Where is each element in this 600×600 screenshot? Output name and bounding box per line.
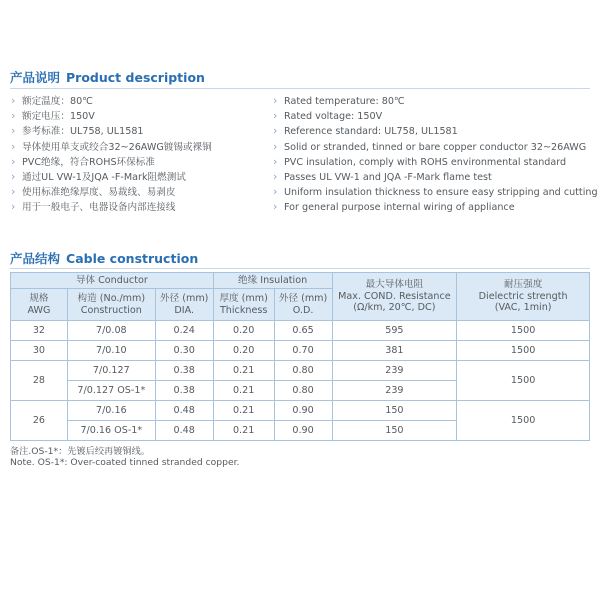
list-item: › PVC insulation, comply with ROHS environmental standard: [272, 155, 590, 170]
description-list-en: [272, 94, 598, 216]
thickness-cell: 0.20: [213, 321, 274, 341]
dia-cell: 0.48: [155, 401, 213, 421]
table-row: [11, 321, 590, 341]
table-row: [11, 401, 590, 421]
header-en: Construction: [80, 304, 142, 316]
header-en: O.D.: [292, 304, 314, 316]
awg-cell: 32: [11, 321, 68, 341]
section-divider: [10, 268, 590, 269]
awg-cell: 26: [11, 401, 68, 441]
cable-construction-title: [10, 249, 198, 267]
dielectric-cell: 1500: [457, 321, 590, 341]
od-cell: 0.90: [274, 421, 332, 441]
list-item: › 用于一般电子、电器设备内部连接线: [10, 200, 272, 215]
thickness-cell: 0.21: [213, 381, 274, 401]
resistance-cell: 381: [332, 341, 457, 361]
od-cell: 0.65: [274, 321, 332, 341]
dia-header: [155, 289, 213, 321]
od-cell: 0.70: [274, 341, 332, 361]
awg-cell: 30: [11, 341, 68, 361]
list-item: › 额定电压：150V: [10, 109, 272, 124]
dielectric-header: [457, 273, 590, 321]
construction-header: [67, 289, 155, 321]
header-en: DIA.: [174, 304, 195, 316]
resistance-cell: 150: [332, 401, 457, 421]
construction-cell: 7/0.08: [67, 321, 155, 341]
resistance-cell: 239: [332, 381, 457, 401]
header-cn: 耐压强度: [503, 279, 543, 291]
conductor-group-header: 导体 Conductor: [11, 273, 214, 289]
note-en: Note. OS-1*: Over-coated tinned stranded copper.: [10, 457, 240, 468]
awg-header: [11, 289, 68, 321]
list-item: › Solid or stranded, tinned or bare copper conductor 32~26AWG: [272, 140, 590, 155]
od-cell: 0.90: [274, 401, 332, 421]
list-item: › Passes UL VW-1 and JQA -F-Mark flame test: [272, 170, 590, 185]
list-item: › Rated voltage: 150V: [272, 109, 590, 124]
title-cn: 产品说明: [10, 70, 61, 85]
header-cn: 厚度 (mm): [219, 293, 268, 304]
construction-cell: 7/0.10: [67, 341, 155, 361]
header-unit: (Ω/km, 20℃, DC): [353, 302, 436, 314]
thickness-cell: 0.21: [213, 421, 274, 441]
header-en: Thickness: [219, 304, 268, 316]
description-list-cn: [10, 94, 272, 216]
header-en: Dielectric strength: [478, 290, 568, 302]
list-item: › Reference standard: UL758, UL1581: [272, 124, 590, 139]
list-item: › Uniform insulation thickness to ensure easy stripping and cutting: [272, 185, 590, 200]
list-item: › Rated temperature: 80℃: [272, 94, 590, 109]
awg-cell: 28: [11, 361, 68, 401]
construction-cell: 7/0.16 OS-1*: [67, 421, 155, 441]
product-description-title: [10, 68, 205, 86]
construction-cell: 7/0.16: [67, 401, 155, 421]
title-cn: 产品结构: [10, 251, 61, 266]
title-en: Product description: [66, 70, 205, 85]
dia-cell: 0.38: [155, 381, 213, 401]
header-cn: 构造 (No./mm): [77, 293, 146, 304]
thickness-header: [213, 289, 274, 321]
section-divider: [10, 88, 590, 89]
list-item: › 通过UL VW-1及JQA -F-Mark阻燃测试: [10, 170, 272, 185]
thickness-cell: 0.21: [213, 361, 274, 381]
dia-cell: 0.24: [155, 321, 213, 341]
thickness-cell: 0.20: [213, 341, 274, 361]
dielectric-cell: 1500: [457, 361, 590, 401]
note-cn: 备注.OS-1*：先镀后绞再镀铜线。: [10, 446, 150, 457]
dia-cell: 0.48: [155, 421, 213, 441]
list-item: › 额定温度：80℃: [10, 94, 272, 109]
od-cell: 0.80: [274, 381, 332, 401]
od-header: [274, 289, 332, 321]
list-item: › 参考标准：UL758, UL1581: [10, 124, 272, 139]
insulation-group-header: 绝缘 Insulation: [213, 273, 332, 289]
construction-cell: 7/0.127 OS-1*: [67, 381, 155, 401]
dia-cell: 0.38: [155, 361, 213, 381]
list-item: › 导体使用单支或绞合32~26AWG镀锡或裸铜: [10, 140, 272, 155]
header-en: AWG: [27, 304, 51, 316]
header-unit: (VAC, 1min): [494, 302, 552, 314]
title-en: Cable construction: [66, 251, 199, 266]
resistance-cell: 150: [332, 421, 457, 441]
header-cn: 最大导体电阻: [365, 279, 424, 291]
table-row: [11, 361, 590, 381]
resistance-header: [332, 273, 457, 321]
dielectric-cell: 1500: [457, 341, 590, 361]
dia-cell: 0.30: [155, 341, 213, 361]
table-row: [11, 341, 590, 361]
list-item: › For general purpose internal wiring of appliance: [272, 200, 590, 215]
construction-table: [10, 272, 590, 441]
header-en: Max. COND. Resistance: [338, 290, 451, 302]
dielectric-cell: 1500: [457, 401, 590, 441]
list-item: › 使用标准绝缘厚度、易裁线、易剥皮: [10, 185, 272, 200]
thickness-cell: 0.21: [213, 401, 274, 421]
header-cn: 外径 (mm): [160, 293, 209, 304]
header-cn: 规格: [29, 293, 49, 304]
construction-cell: 7/0.127: [67, 361, 155, 381]
resistance-cell: 239: [332, 361, 457, 381]
resistance-cell: 595: [332, 321, 457, 341]
list-item: › PVC绝缘，符合ROHS环保标准: [10, 155, 272, 170]
header-cn: 外径 (mm): [278, 293, 328, 304]
od-cell: 0.80: [274, 361, 332, 381]
